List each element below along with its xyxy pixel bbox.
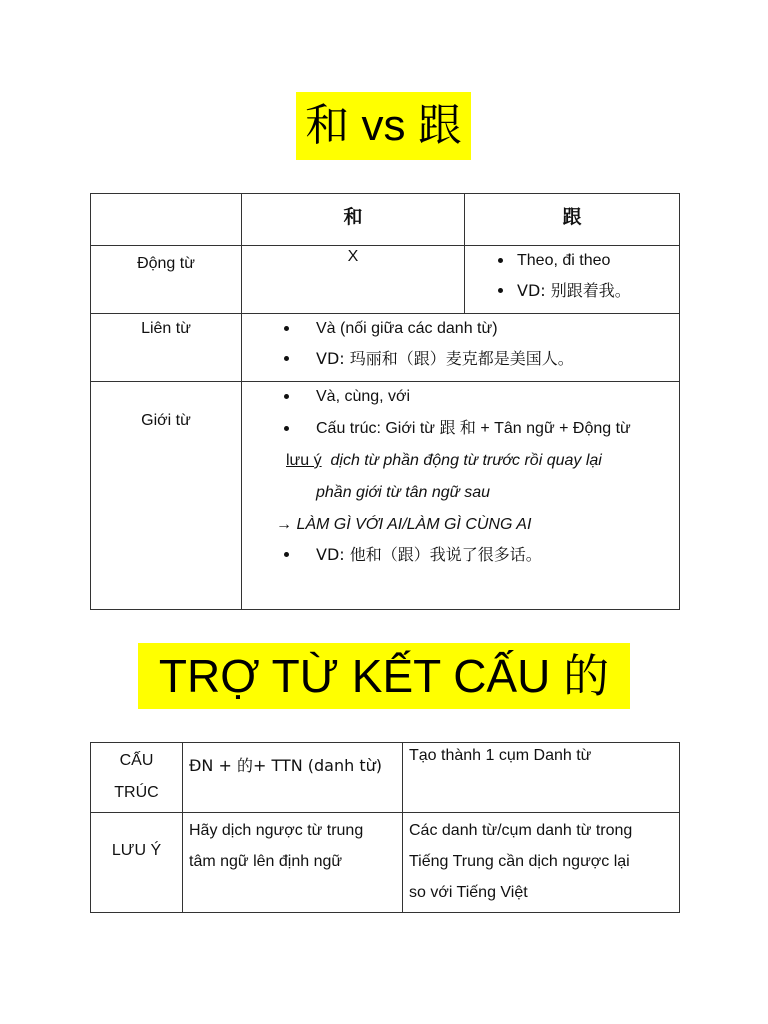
cell-verb-gen xyxy=(465,246,680,314)
list-item-text: Và (nối giữa các danh từ) xyxy=(316,320,498,337)
row-label-verb: Động từ xyxy=(91,246,242,314)
list-item-text: Cấu trúc: Giới từ 跟 和 + Tân ngữ + Động từ xyxy=(316,420,631,437)
header-cell-empty xyxy=(91,194,242,246)
bullet-icon xyxy=(284,426,289,431)
cell-conjunction xyxy=(242,314,680,382)
label-line: TRÚC xyxy=(114,784,159,801)
cell-line: ĐN + 的+ TTN (danh từ) xyxy=(189,756,382,775)
bullet-icon xyxy=(284,394,289,399)
note-line xyxy=(242,446,679,478)
table-header-row xyxy=(91,194,680,246)
table-row-note xyxy=(91,813,680,913)
cell-structure-result xyxy=(403,743,680,813)
row-label-structure xyxy=(91,743,183,813)
cell-line: so với Tiếng Việt xyxy=(409,884,528,901)
cell-note-explanation xyxy=(403,813,680,913)
bullet-icon xyxy=(284,552,289,557)
cell-line: Tiếng Trung cần dịch ngược lại xyxy=(409,853,630,870)
bullet-icon xyxy=(498,258,503,263)
section-title-structural-particle: TRỢ TỪ KẾT CẤU 的 xyxy=(138,643,630,709)
row-label-preposition: Giới từ xyxy=(91,382,242,610)
list-item-text: VD: 别跟着我。 xyxy=(517,281,631,300)
arrow-line: → LÀM GÌ VỚI AI/LÀM GÌ CÙNG AI xyxy=(276,516,532,533)
note-text: dịch từ phần động từ trước rồi quay lại xyxy=(330,452,602,469)
row-label-conjunction: Liên từ xyxy=(91,314,242,382)
list-item-text: VD: 他和（跟）我说了很多话。 xyxy=(316,545,542,564)
structure-table xyxy=(90,742,680,913)
row-label-note: LƯU Ý xyxy=(91,813,183,913)
bullet-icon xyxy=(284,356,289,361)
cell-line: Các danh từ/cụm danh từ trong xyxy=(409,822,633,839)
cell-verb-he: X xyxy=(242,246,465,314)
table-row-preposition xyxy=(91,382,680,610)
bullet-icon xyxy=(498,288,503,293)
list-item xyxy=(242,382,679,414)
table-row-verb xyxy=(91,246,680,314)
cell-line: Tạo thành 1 cụm Danh từ xyxy=(409,747,592,764)
list-item-text: Theo, đi theo xyxy=(517,252,611,269)
note-label: lưu ý xyxy=(286,452,322,469)
header-cell-he: 和 xyxy=(242,194,465,246)
list-item xyxy=(465,246,679,276)
cell-note-instruction xyxy=(183,813,403,913)
list-item-text: VD: 玛丽和（跟）麦克都是美国人。 xyxy=(316,349,574,368)
list-item xyxy=(242,414,679,446)
table-row-structure xyxy=(91,743,680,813)
list-item xyxy=(242,314,679,344)
cell-line: tâm ngữ lên định ngữ xyxy=(189,853,343,870)
note-line-continued: phần giới từ tân ngữ sau xyxy=(316,484,491,501)
list-item-text: Và, cùng, với xyxy=(316,388,411,405)
label-line: CẤU xyxy=(119,752,154,769)
page-title-he-vs-gen: 和 vs 跟 xyxy=(296,92,471,160)
list-item xyxy=(242,540,679,570)
list-item xyxy=(242,344,679,374)
cell-preposition xyxy=(242,382,680,610)
comparison-table xyxy=(90,193,680,610)
header-cell-gen: 跟 xyxy=(465,194,680,246)
cell-line: Hãy dịch ngược từ trung xyxy=(189,822,364,839)
cell-structure-formula xyxy=(183,743,403,813)
table-row-conjunction xyxy=(91,314,680,382)
list-item xyxy=(465,276,679,306)
bullet-icon xyxy=(284,326,289,331)
